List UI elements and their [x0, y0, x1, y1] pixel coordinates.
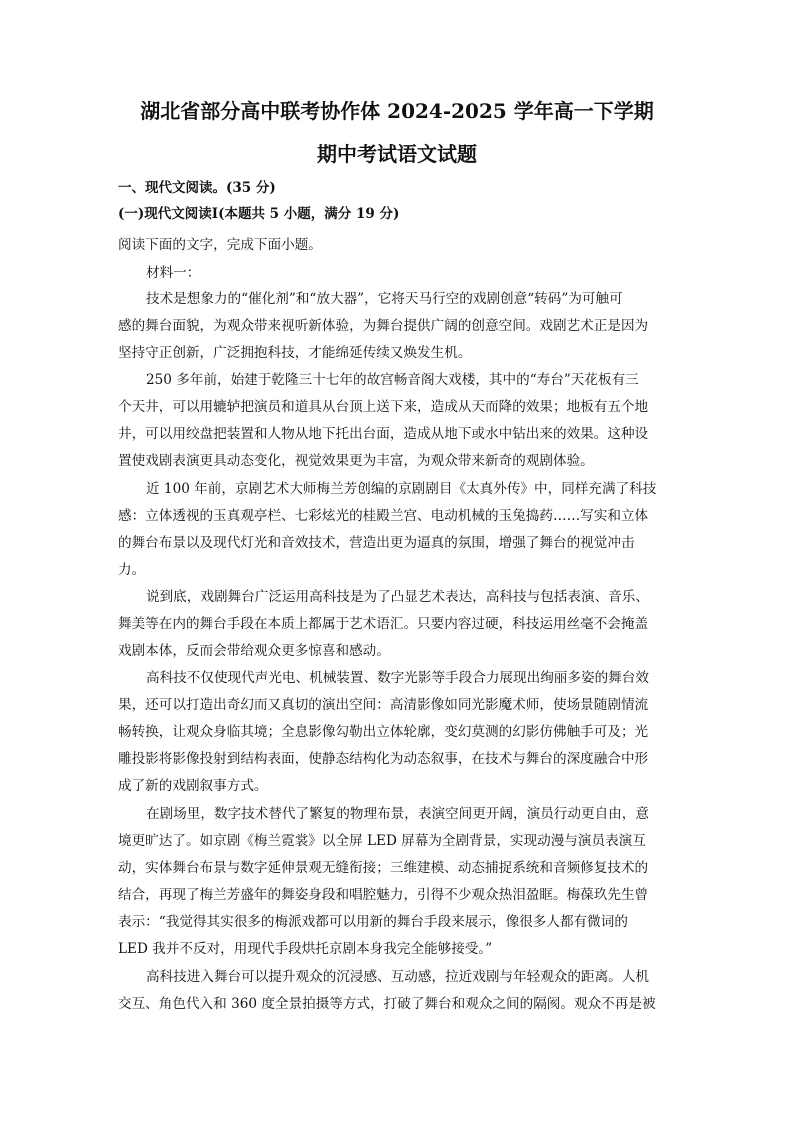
document-subtitle: 期中考试语文试题 — [317, 142, 477, 166]
body-line: 坚持守正创新，广泛拥抱科技，才能绵延传续又焕发生机。 — [118, 345, 472, 361]
body-line: 交互、角色代入和 360 度全景拍摄等方式，打破了舞台和观众之间的隔阂。观众不再是被 — [118, 996, 656, 1012]
body-line: 感：立体透视的玉真观亭栏、七彩炫光的桂殿兰宫、电动机械的玉兔捣药……写实和立体 — [118, 508, 649, 524]
body-line: 成了新的戏剧叙事方式。 — [118, 778, 268, 794]
body-line: 技术是想象力的“催化剂”和“放大器”，它将天马行空的戏剧创意“转码”为可触可 — [146, 291, 623, 307]
body-line: 畅转换，让观众身临其境；全息影像勾勒出立体轮廓，变幻莫测的幻影仿佛触手可及；光 — [118, 724, 649, 740]
body-line: 舞美等在内的舞台手段在本质上都属于艺术语汇。只要内容过硬，科技运用丝毫不会掩盖 — [118, 616, 649, 632]
body-line: 力。 — [118, 562, 146, 578]
document-title: 湖北省部分高中联考协作体 2024-2025 学年高一下学期 — [140, 99, 654, 123]
material-label: 材料一： — [146, 265, 201, 281]
subsection-heading: (一)现代文阅读Ⅰ(本题共 5 小题，满分 19 分) — [118, 206, 400, 222]
section-heading: 一、现代文阅读。(35 分) — [118, 180, 276, 196]
body-line: 雕投影将影像投射到结构表面，使静态结构化为动态叙事，在技术与舞台的深度融合中形 — [118, 751, 649, 767]
body-line: 动，实体舞台布景与数字延伸景观无缝衔接；三维建模、动态捕捉系统和音频修复技术的 — [118, 860, 649, 876]
body-line: 果，还可以打造出奇幻而又真切的演出空间：高清影像如同光影魔术师，使场景随剧情流 — [118, 697, 649, 713]
body-line: 结合，再现了梅兰芳盛年的舞姿身段和唱腔魅力，引得不少观众热泪盈眶。梅葆玖先生曾 — [118, 887, 649, 903]
body-line: LED 我并不反对，用现代手段烘托京剧本身我完全能够接受。” — [118, 941, 493, 957]
body-line: 的舞台布景以及现代灯光和音效技术，营造出更为逼真的氛围，增强了舞台的视觉冲击 — [118, 535, 635, 551]
body-line: 高科技进入舞台可以提升观众的沉浸感、互动感，拉近戏剧与年轻观众的距离。人机 — [146, 969, 649, 985]
body-line: 表示：“我觉得其实很多的梅派戏都可以用新的舞台手段来展示，像很多人都有微词的 — [118, 914, 628, 930]
body-line: 境更旷达了。如京剧《梅兰霓裳》以全屏 LED 屏幕为全剧背景，实现动漫与演员表演互 — [118, 833, 646, 849]
body-line: 个天井，可以用辘轳把演员和道具从台顶上送下来，造成从天而降的效果；地板有五个地 — [118, 399, 649, 415]
body-line: 近 100 年前，京剧艺术大师梅兰芳创编的京剧剧目《太真外传》中，同样充满了科技 — [146, 481, 657, 497]
body-line: 高科技不仅使现代声光电、机械装置、数字光影等手段合力展现出绚丽多姿的舞台效 — [146, 670, 649, 686]
instruction-text: 阅读下面的文字，完成下面小题。 — [118, 237, 322, 253]
body-line: 250 多年前，始建于乾隆三十七年的故宫畅音阁大戏楼，其中的“寿台”天花板有三 — [146, 372, 639, 388]
body-line: 戏剧本体，反而会带给观众更多惊喜和感动。 — [118, 643, 390, 659]
body-line: 在剧场里，数字技术替代了繁复的物理布景，表演空间更开阔，演员行动更自由，意 — [146, 806, 649, 822]
body-line: 井，可以用绞盘把装置和人物从地下托出台面，造成从地下或水中钻出来的效果。这种设 — [118, 426, 649, 442]
body-line: 置使戏剧表演更具动态变化，视觉效果更为丰富，为观众带来新奇的观剧体验。 — [118, 453, 594, 469]
body-line: 说到底，戏剧舞台广泛运用高科技是为了凸显艺术表达，高科技与包括表演、音乐、 — [146, 589, 649, 605]
body-line: 感的舞台面貌，为观众带来视听新体验，为舞台提供广阔的创意空间。戏剧艺术正是因为 — [118, 318, 649, 334]
